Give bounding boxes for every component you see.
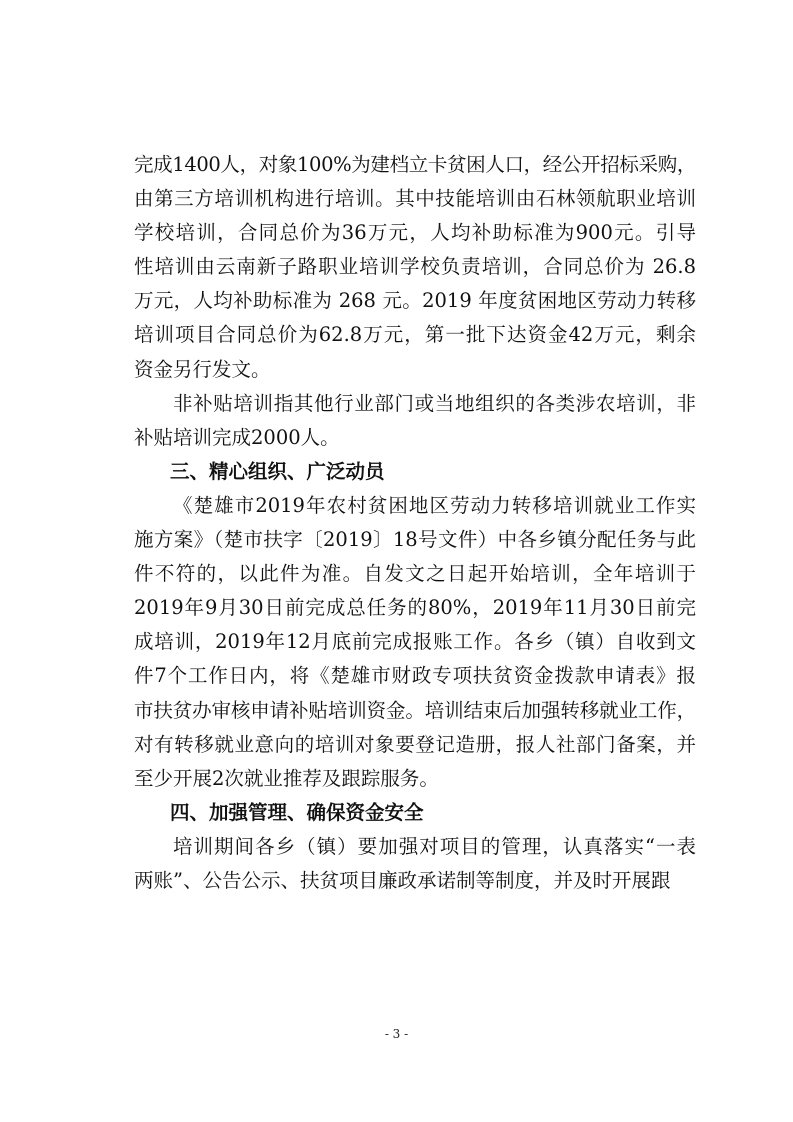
section-heading: 三、精心组织、广泛动员 — [170, 459, 385, 483]
paragraph-line: 件7个工作日内，将《楚雄市财政专项扶贫资金拨款申请表》报 — [134, 664, 696, 688]
paragraph-line: 两账”、公告公示、扶贫项目廉政承诺制等制度，并及时开展跟 — [134, 868, 671, 892]
paragraph-line: 件不符的，以此件为准。自发文之日起开始培训，全年培训于 — [134, 562, 696, 586]
body-paragraph — [134, 148, 696, 387]
paragraph-line: 培训期间各乡（镇）要加强对项目的管理，认真落实“一表 — [173, 834, 696, 858]
paragraph-line: 至少开展2次就业推荐及跟踪服务。 — [134, 766, 439, 790]
paragraph-line: 施方案》（楚市扶字〔2019〕18号文件）中各乡镇分配任务与此 — [134, 528, 696, 552]
paragraph-line: 性培训由云南新子路职业培训学校负责培训，合同总价为 26.8 — [134, 255, 696, 279]
paragraph-line: 完成1400人，对象100%为建档立卡贫困人口，经公开招标采购， — [134, 153, 696, 176]
body-paragraph — [134, 387, 696, 455]
body-paragraph — [134, 830, 696, 898]
section-heading: 四、加强管理、确保资金安全 — [170, 800, 424, 824]
paragraph-line: 资金另行发文。 — [134, 357, 271, 381]
paragraph-line: 补贴培训完成2000人。 — [134, 425, 340, 449]
page-number: - 3 - — [384, 1027, 409, 1041]
paragraph-line: 对有转移就业意向的培训对象要登记造册，报人社部门备案，并 — [134, 732, 696, 756]
paragraph-line: 2019年9月30日前完成总任务的80%，2019年11月30日前完 — [134, 596, 696, 620]
paragraph-line: 成培训，2019年12月底前完成报账工作。各乡（镇）自收到文 — [134, 630, 696, 654]
document-body — [134, 148, 696, 898]
paragraph-line: 非补贴培训指其他行业部门或当地组织的各类涉农培训，非 — [173, 391, 696, 415]
paragraph-line: 由第三方培训机构进行培训。其中技能培训由石林领航职业培训 — [134, 187, 696, 211]
paragraph-line: 学校培训，合同总价为36万元，人均补助标准为900元。引导 — [134, 221, 696, 245]
body-paragraph — [134, 489, 696, 796]
paragraph-line: 市扶贫办审核申请补贴培训资金。培训结束后加强转移就业工作， — [134, 698, 696, 722]
paragraph-line: 《楚雄市2019年农村贫困地区劳动力转移培训就业工作实 — [173, 493, 696, 517]
paragraph-line: 万元，人均补助标准为 268 元。2019 年度贫困地区劳动力转移 — [134, 289, 696, 313]
paragraph-line: 培训项目合同总价为62.8万元，第一批下达资金42万元，剩余 — [134, 323, 696, 347]
